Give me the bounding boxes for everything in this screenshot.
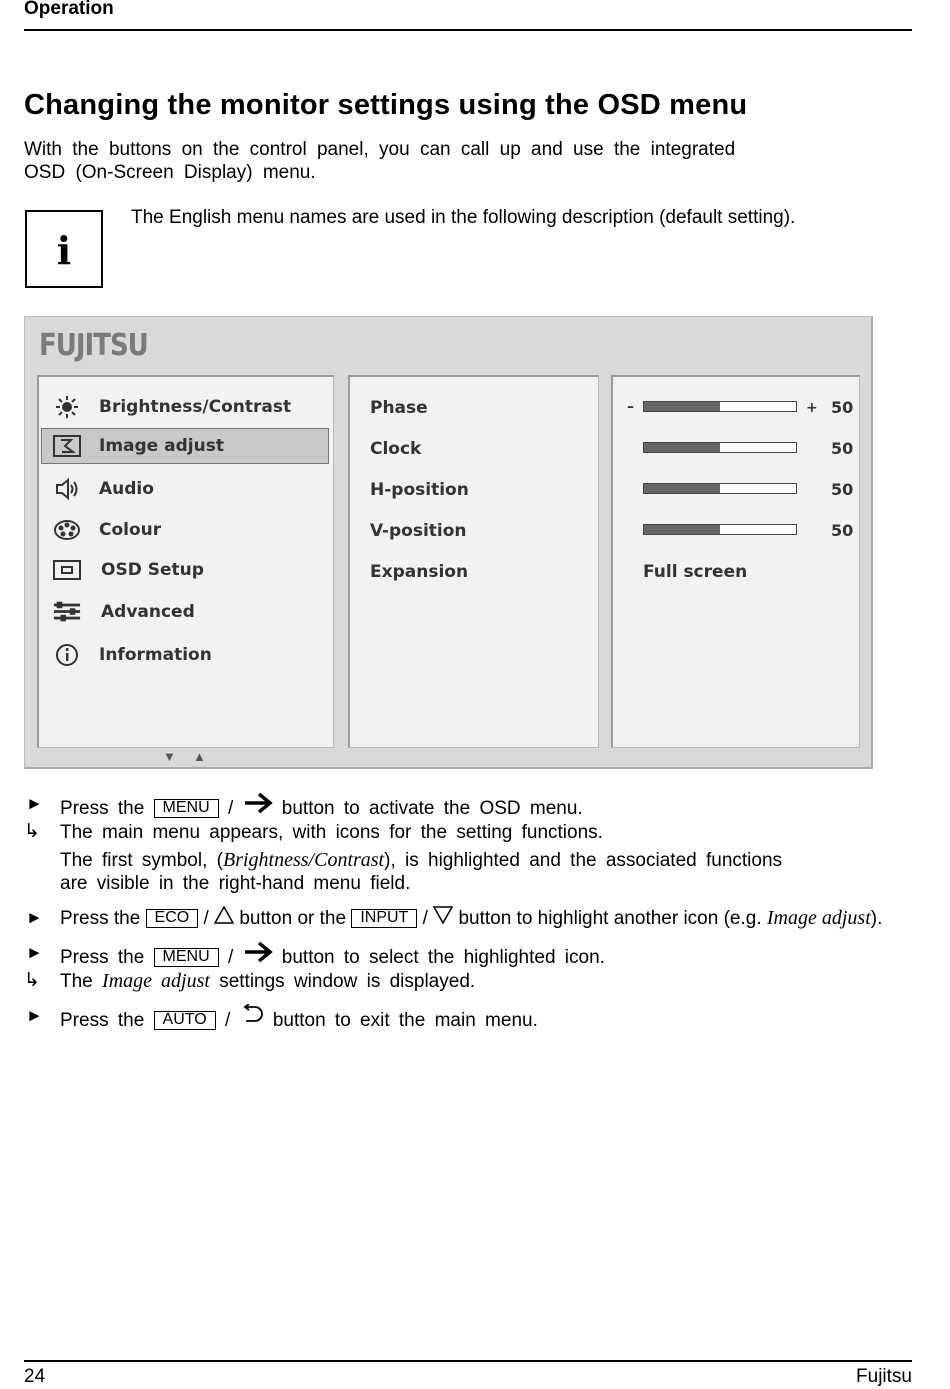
eco-key: ECO <box>146 909 199 928</box>
menu-item-information[interactable] <box>39 637 329 673</box>
header-rule <box>24 29 912 31</box>
step-activate-menu: Press the MENU / button to activate the OSD menu. <box>60 792 583 820</box>
page-title: Changing the monitor settings using the OSD menu <box>24 89 748 121</box>
intro-line-2: OSD (On-Screen Display) menu. <box>24 162 316 183</box>
result-marker: ↳ <box>24 821 40 842</box>
menu-item-label: Advanced <box>101 602 195 622</box>
intro-paragraph <box>24 138 784 184</box>
fujitsu-logo: FUJITSU <box>39 328 148 364</box>
info-circle-icon <box>53 643 81 667</box>
step-highlight-icon: Press the ECO / button or the INPUT / button to highlight another icon (e.g. Image adjust). <box>60 907 883 929</box>
minus-sign: – <box>627 399 634 415</box>
info-note: The English menu names are used in the following description (default setting). <box>131 207 796 228</box>
menu-key: MENU <box>154 799 219 818</box>
slider-fill <box>644 484 720 493</box>
osd-submenu <box>348 375 599 748</box>
result-marker: ↳ <box>24 970 40 991</box>
menu-item-label: OSD Setup <box>101 560 204 580</box>
menu-item-image-adjust[interactable] <box>41 428 329 464</box>
step-select-icon: Press the MENU / button to select the highlighted icon. <box>60 941 605 969</box>
menu-key: MENU <box>154 948 219 967</box>
osd-screenshot <box>24 316 873 769</box>
slider-fill <box>644 525 720 534</box>
auto-key: AUTO <box>154 1011 216 1030</box>
advanced-icon <box>53 600 81 624</box>
phase-value: 50 <box>831 398 854 417</box>
footer-brand: Fujitsu <box>856 1366 912 1387</box>
info-icon <box>25 210 103 288</box>
up-triangle-icon <box>214 906 234 930</box>
step-marker: ► <box>26 908 43 927</box>
submenu-item-expansion[interactable]: Expansion <box>370 562 469 582</box>
menu-item-label: Information <box>99 645 212 665</box>
expansion-value: Full screen <box>643 562 748 582</box>
footer-rule <box>24 1360 912 1362</box>
speaker-icon <box>53 477 81 501</box>
menu-item-label: Colour <box>99 520 162 540</box>
result-main-menu: The main menu appears, with icons for the setting functions. The first symbol, (Brightness/Contrast), is highlighted and the associated functions are visible in the right-hand menu field. <box>60 822 783 894</box>
h-position-value: 50 <box>831 480 854 499</box>
v-position-slider[interactable] <box>643 524 797 535</box>
nav-up-icon: ▲ <box>193 749 206 764</box>
osd-main-menu <box>37 375 334 748</box>
clock-slider[interactable] <box>643 442 797 453</box>
submenu-item-phase[interactable]: Phase <box>370 398 428 418</box>
step-marker: ► <box>26 794 43 813</box>
h-position-slider[interactable] <box>643 483 797 494</box>
intro-line-1: With the buttons on the control panel, you can call up and use the integrated <box>24 139 736 160</box>
step-marker: ► <box>26 943 43 962</box>
submenu-item-clock[interactable]: Clock <box>370 439 422 459</box>
right-arrow-icon <box>243 792 273 820</box>
right-arrow-icon <box>243 941 273 969</box>
clock-value: 50 <box>831 439 854 458</box>
osd-values-panel <box>611 375 860 748</box>
sun-icon <box>53 395 81 419</box>
return-arrow-icon <box>240 1004 264 1032</box>
menu-item-label: Image adjust <box>99 436 224 456</box>
menu-item-label: Audio <box>99 479 154 499</box>
step-marker: ► <box>26 1006 43 1025</box>
v-position-value: 50 <box>831 521 854 540</box>
slider-fill <box>644 402 720 411</box>
page-number: 24 <box>24 1366 46 1387</box>
osd-setup-icon <box>53 558 81 582</box>
menu-item-audio[interactable] <box>39 471 329 507</box>
info-icon-letter: i <box>56 228 72 273</box>
plus-sign: + <box>806 400 818 416</box>
phase-slider[interactable] <box>643 401 797 412</box>
section-header: Operation <box>24 0 114 19</box>
menu-item-brightness-contrast[interactable] <box>39 389 329 425</box>
submenu-item-h-position[interactable]: H-position <box>370 480 469 500</box>
down-triangle-icon <box>433 906 453 930</box>
nav-down-icon: ▼ <box>163 749 176 764</box>
step-exit-menu: Press the AUTO / button to exit the main menu. <box>60 1004 538 1032</box>
slider-fill <box>644 443 720 452</box>
submenu-item-v-position[interactable]: V-position <box>370 521 467 541</box>
result-image-adjust: The Image adjust settings window is displayed. <box>60 970 476 992</box>
palette-icon <box>53 518 81 542</box>
image-adjust-icon <box>53 434 81 458</box>
menu-item-osd-setup[interactable] <box>39 552 329 588</box>
input-key: INPUT <box>351 909 417 928</box>
menu-item-advanced[interactable] <box>39 594 329 630</box>
menu-item-colour[interactable] <box>39 512 329 548</box>
menu-item-label: Brightness/Contrast <box>99 397 292 417</box>
